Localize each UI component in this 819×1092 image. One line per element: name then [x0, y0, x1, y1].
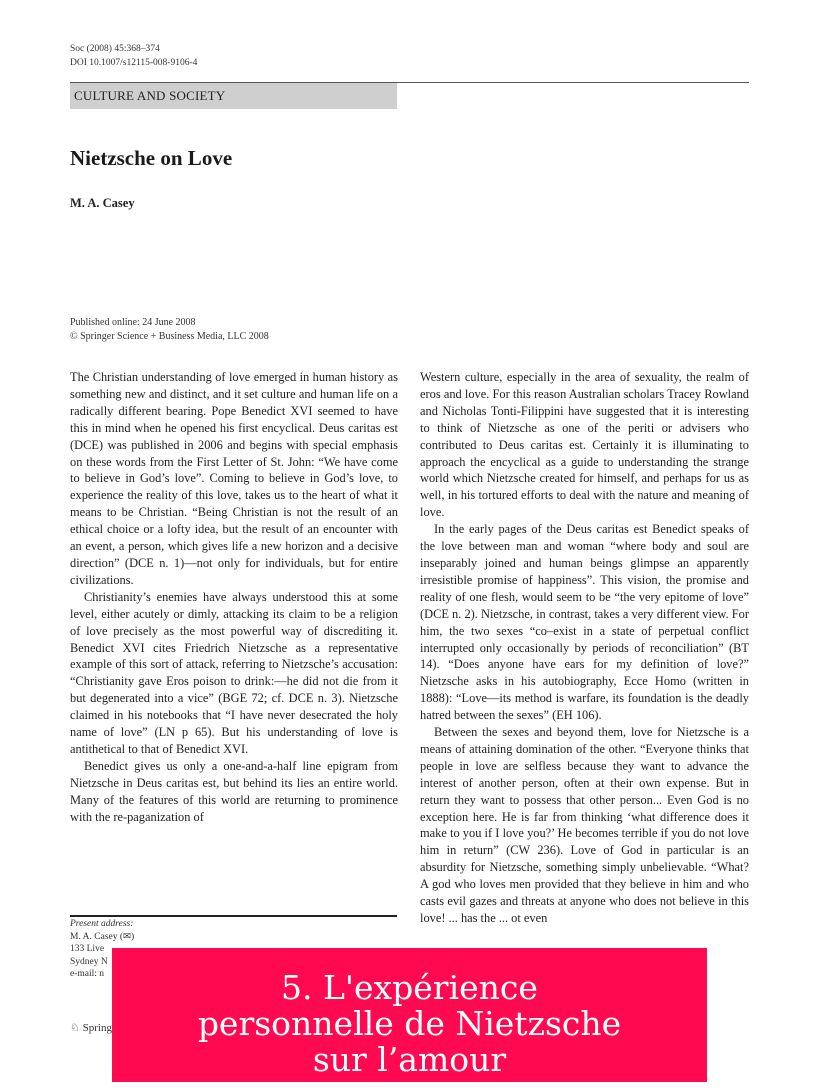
publisher-logo — [70, 1021, 112, 1034]
paragraph: Western culture, especially in the area of sexuality, the realm of eros and love. For this reason Australian scholars Tracey Rowland and Nicholas Tonti-Filippini have suggested that it is interesting to think of Nietzsche as one of the periti or advisers who contributed to Deus caritas est. Certainly it is illuminating to approach the encyclical as a guide to understanding the strange world which Nietzsche created for himself, and perhaps for us as well, in his tortured efforts to deal with the nature and meaning of love. — [420, 370, 749, 520]
footnote-city: Sydney N — [70, 956, 108, 967]
publisher-name: Spring — [82, 1022, 112, 1034]
article-title: Nietzsche on Love — [70, 146, 233, 170]
published-date: Published online: 24 June 2008 — [70, 317, 196, 328]
caption-line: personnelle de Nietzsche — [197, 1004, 622, 1043]
footnote-rule — [70, 915, 397, 917]
paragraph: Christianity’s enemies have always understood this at some level, either acutely or dimly, attacking its claim to be a religion of love precisely as the most powerful way of discrediting it. Benedict XVI cites Friedrich Nietzsche as a representative example of this sort of attack, referring to Nietzsche’s accusation: “Christianity gave Eros poison to drink:—he did not die from it but degenerated into a vice” (BGE 72; cf. DCE n. 3). Nietzsche claimed in his notebooks that “I have never desecrated the holy name of love” (LN p 65). But his understanding of love is antithetical to that of Benedict XVI. — [70, 589, 398, 756]
doi: DOI 10.1007/s12115-008-9106-4 — [70, 58, 198, 68]
copyright: © Springer Science + Business Media, LLC 2008 — [70, 331, 269, 342]
paragraph: The Christian understanding of love emerged in human history as something new and distinct, and it set culture and human life on a radically different bearing. Pope Benedict XVI seemed to have this in mind when he opened his first encyclical. Deus caritas est (DCE) was published in 2006 and begins with special emphasis on these words from the First Letter of St. John: “We have come to believe in God’s love”. Coming to believe in God’s love, to experience the reality of this love, takes us to the heart of what it means to be Christian. “Being Christian is not the result of an ethical choice or a lofty idea, but the result of an encounter with an event, a person, which gives life a new horizon and a decisive direction” (DCE n. 1)—not only for individuals, but for entire civilizations. — [70, 370, 398, 587]
body-column-left — [70, 369, 398, 825]
paragraph: In the early pages of the Deus caritas est Benedict speaks of the love between man and woman “where body and soul are inseparably joined and human beings glimpse an apparently irresistible promise of happiness”. This vision, the promise and reality of one flesh, would seem to be “the very epitome of love” (DCE n. 2). Nietzsche, in contrast, takes a very different view. For him, the two sexes “co–exist in a state of perpetual conflict interrupted only occasionally by periods of reconciliation” (BT 14). “Does anyone have ears for my definition of love?” Nietzsche asks in his autobiography, Ecce Homo (written in 1888): “Love—its method is warfare, its foundation is the deadly hatred between the sexes” (EH 106). — [420, 522, 749, 723]
publication-info — [70, 316, 269, 344]
article-author: M. A. Casey — [70, 196, 135, 210]
section-label: CULTURE AND SOCIETY — [70, 83, 397, 109]
caption-line: sur l’amour — [312, 1040, 507, 1079]
paragraph: Between the sexes and beyond them, love for Nietzsche is a means of attaining domination of the other. “Everyone thinks that people in love are selfless because they want to advance the interest of another person, often at their own expense. But in return they want to possess that other person... Even God is no exception here. He is far from thinking ‘what difference does it make to you if I love you?’ He becomes terrible if you do not love him in return” (CW 236). Love of God in particular is an absurdity for Nietzsche, something simply unbelievable. “What? A god who loves men provided that they believe in him and who casts evil gazes and threats at anyone who does not believe in this love! ... has the ... ot even — [420, 725, 749, 925]
caption-banner — [112, 948, 707, 1082]
citation: Soc (2008) 45:368–374 — [70, 44, 160, 54]
article-meta — [70, 42, 197, 70]
footnote-address: 133 Live — [70, 944, 105, 954]
body-column-right — [420, 369, 749, 927]
paragraph: Benedict gives us only a one-and-a-half line epigram from Nietzsche in Deus caritas est, but behind its lies an entire world. Many of the features of this world are returning to prominence with the re-paganization of — [70, 758, 398, 824]
footnote-name: M. A. Casey (✉) — [70, 931, 135, 942]
springer-horse-icon: ♘ — [70, 1022, 80, 1034]
footnote-label: Present address: — [70, 919, 134, 929]
caption-line: 5. L'expérience — [281, 968, 538, 1007]
footnote-email: e-mail: n — [70, 969, 105, 979]
